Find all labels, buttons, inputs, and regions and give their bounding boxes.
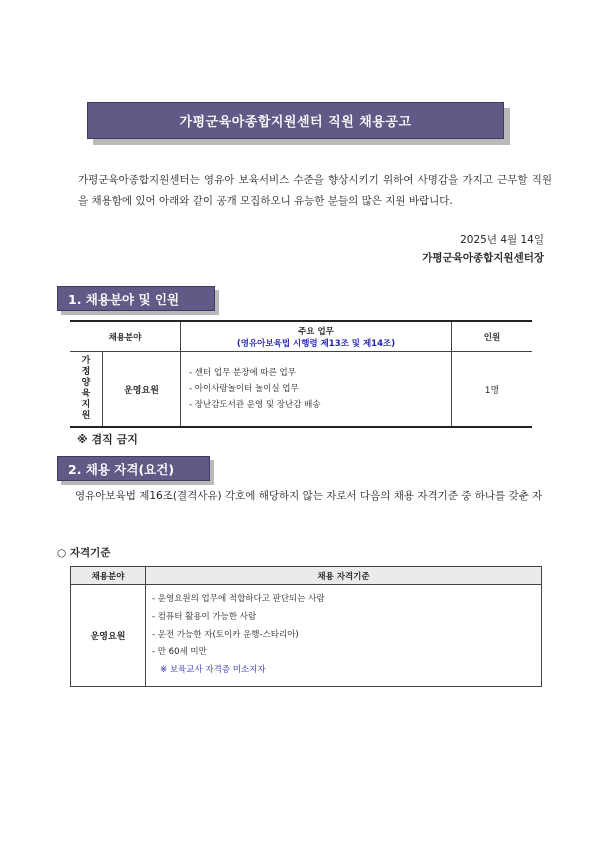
duty-item: - 장난감도서관 운영 및 장난감 배송 [189, 400, 321, 410]
table-row [71, 585, 542, 687]
duty-item: - 아이사랑놀이터 놀이실 업무 [189, 384, 299, 394]
header-duties-sub: (영유아보육법 시행령 제13조 및 제14조) [236, 338, 396, 349]
recruitment-table-header [70, 321, 532, 352]
criteria-header-criteria: 채용 자격기준 [146, 567, 542, 585]
criteria-title: ○ 자격기준 [57, 547, 111, 559]
header-duties [181, 321, 452, 352]
header-field: 채용분야 [70, 321, 181, 352]
header-headcount: 인원 [452, 321, 533, 352]
concurrent-employment-note: ※ 겸직 금지 [77, 433, 138, 446]
category-char: 정 [81, 367, 91, 377]
category-char: 육 [81, 389, 91, 399]
criteria-item: - 만 60세 미만 [152, 647, 207, 658]
criteria-role-cell: 운영요원 [71, 585, 146, 687]
criteria-table [70, 566, 542, 687]
headcount-cell: 1명 [452, 352, 533, 428]
category-char: 양 [81, 378, 91, 388]
duties-cell [181, 352, 452, 428]
signer: 가평군육아종합지원센터장 [422, 252, 544, 264]
criteria-header-field: 채용분야 [71, 567, 146, 585]
recruitment-table [70, 320, 532, 428]
intro-paragraph: 가평군육아종합지원센터는 영유아 보육서비스 수준을 향상시키기 위하여 사명감을 가지고 근무할 직원을 채용함에 있어 아래와 같이 공개 모집하오니 유능한 분들의 많은 지원 바랍니다. [78, 174, 552, 207]
header-duties-label: 주요 업무 [298, 326, 334, 337]
criteria-item: - 운전 가능한 자(토이카 운행-스타리아) [152, 629, 299, 640]
duty-item: - 센터 업무 분장에 따른 업무 [189, 368, 296, 378]
criteria-item: - 컴퓨터 활용이 가능한 사람 [152, 611, 257, 622]
criteria-cell [146, 585, 542, 687]
criteria-table-header [71, 567, 542, 585]
criteria-item: - 운영요원의 업무에 적합하다고 판단되는 사람 [152, 594, 325, 604]
role-cell: 운영요원 [103, 352, 181, 428]
section2-heading: 2. 채용 자격(요건) [57, 456, 210, 481]
notice-date: 2025년 4월 14일 [460, 234, 544, 246]
category-cell [70, 352, 103, 428]
page-title: 가평군육아종합지원센터 직원 채용공고 [87, 102, 504, 139]
criteria-note: ※ 보육교사 자격증 미소지자 [160, 665, 266, 676]
section1-heading: 1. 채용분야 및 인원 [57, 286, 215, 311]
category-char: 가 [81, 356, 91, 366]
table-row [70, 352, 532, 428]
category-char: 지 [81, 400, 91, 410]
qualification-text: 영유아보육법 제16조(결격사유) 각호에 해당하지 않는 자로서 다음의 채용 자격기준 중 하나를 갖춘 자 [75, 490, 543, 502]
category-char: 원 [81, 411, 91, 421]
